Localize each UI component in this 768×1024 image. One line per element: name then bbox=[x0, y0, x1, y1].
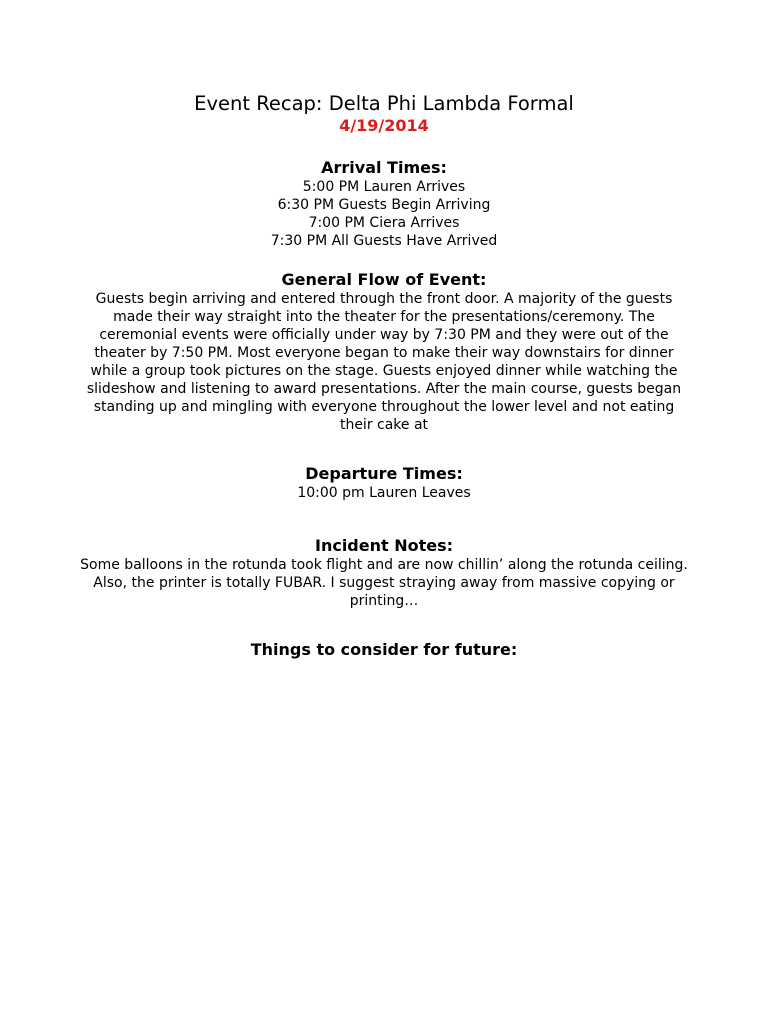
incident-notes-body: Some balloons in the rotunda took flight and are now chillin’ along the rotunda ceiling. Also, the printer is totally FUBAR. I suggest straying away from massive copying or printing… bbox=[80, 557, 688, 609]
general-flow-body-wrapper bbox=[80, 290, 688, 442]
future-considerations-heading: Things to consider for future: bbox=[250, 640, 518, 659]
general-flow-body: Guests begin arriving and entered through the front door. A majority of the guests made their way straight into the theater for the presentations/ceremony. The ceremonial events were officially under way by 7:30 PM and they were out of the theater by 7:50 PM. Most everyone began to make their way downstairs for dinner while a group took pictures on the stage. Guests enjoyed dinner while watching the slideshow and listening to award presentations. After the main course, guests began standing up and mingling with everyone throughout the lower level and not eating their cake at bbox=[86, 291, 682, 433]
arrival-times-heading: Arrival Times: bbox=[321, 158, 447, 177]
arrival-time-item: 7:00 PM Ciera Arrives bbox=[308, 215, 460, 231]
event-date: 4/19/2014 bbox=[339, 116, 429, 135]
document-page bbox=[80, 92, 688, 660]
incident-notes-heading: Incident Notes: bbox=[314, 536, 454, 555]
arrival-times-list bbox=[80, 178, 688, 250]
document-title: Event Recap: Delta Phi Lambda Formal bbox=[194, 92, 574, 115]
arrival-time-item: 6:30 PM Guests Begin Arriving bbox=[277, 197, 491, 213]
departure-times-heading: Departure Times: bbox=[305, 464, 463, 483]
departure-times-list bbox=[80, 484, 688, 502]
departure-time-item: 10:00 pm Lauren Leaves bbox=[297, 485, 471, 501]
general-flow-heading: General Flow of Event: bbox=[281, 270, 487, 289]
arrival-time-item: 7:30 PM All Guests Have Arrived bbox=[270, 233, 498, 249]
arrival-time-item: 5:00 PM Lauren Arrives bbox=[302, 179, 466, 195]
